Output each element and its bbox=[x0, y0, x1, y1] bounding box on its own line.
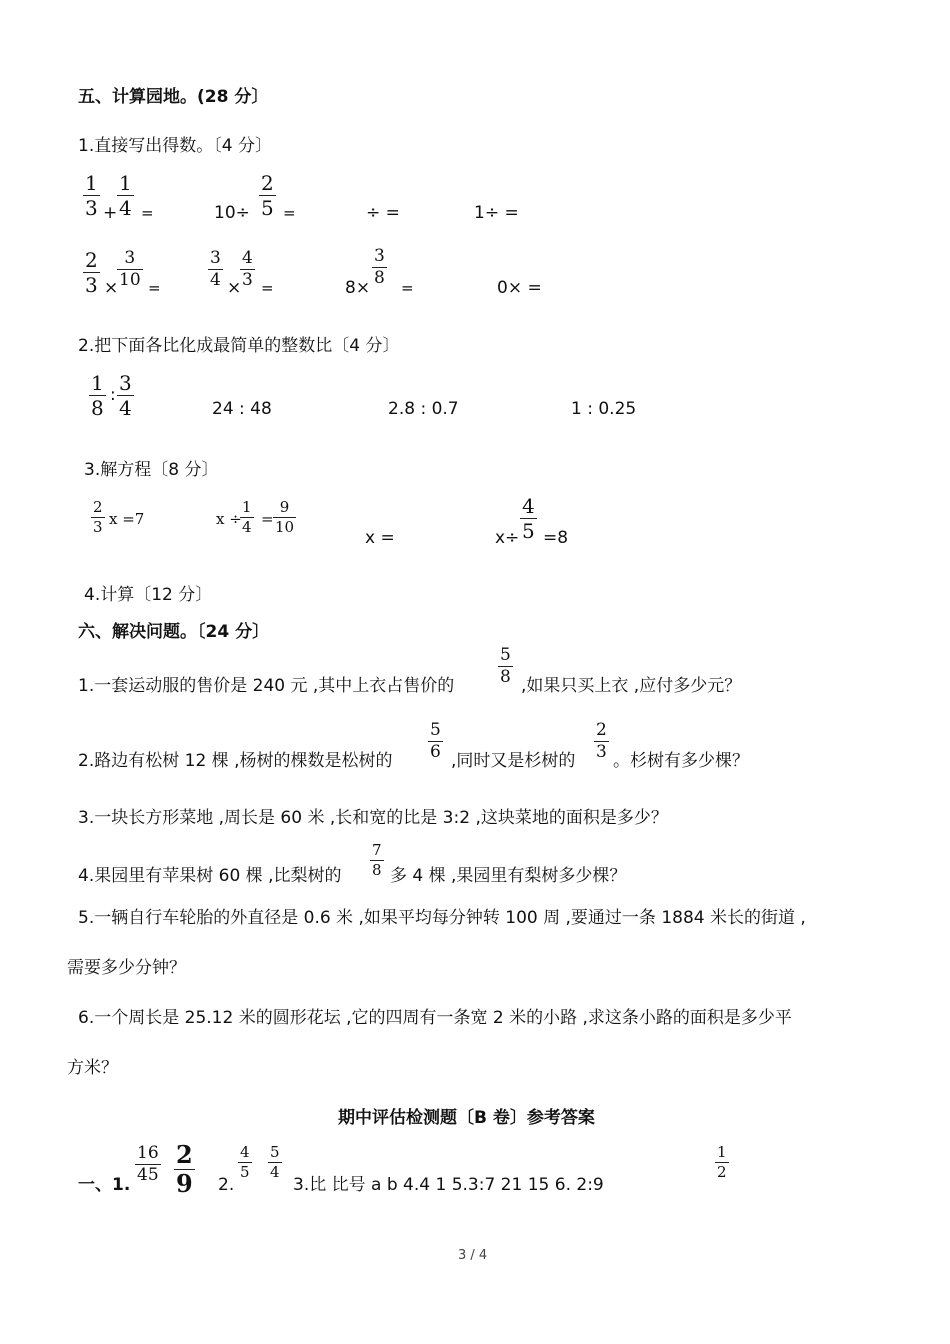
fraction: 2 3 bbox=[85, 248, 98, 297]
expr-prefix: 10÷ bbox=[214, 203, 250, 223]
answer-prefix: 一、1. bbox=[78, 1175, 131, 1195]
equals: = bbox=[148, 279, 161, 297]
fraction: 4 3 bbox=[242, 248, 253, 290]
equals: = bbox=[141, 204, 154, 222]
q3-title: 3.解方程〔8 分〕 bbox=[84, 460, 219, 480]
q4-title: 4.计算〔12 分〕 bbox=[84, 585, 213, 605]
fraction: 1 8 bbox=[91, 371, 104, 420]
problem-5-cont: 需要多少分钟？ bbox=[67, 958, 186, 978]
equation: x =7 bbox=[109, 510, 145, 528]
ratio: 1 : 0.25 bbox=[571, 399, 637, 419]
fraction: 3 4 bbox=[210, 248, 221, 290]
fraction: 1 3 bbox=[85, 171, 98, 220]
problem-6-cont: 方米？ bbox=[67, 1058, 118, 1078]
problem-1-cont: ,如果只买上衣 ,应付多少元？ bbox=[521, 676, 742, 696]
equation-suffix: =8 bbox=[543, 528, 569, 548]
fraction: 4 5 bbox=[240, 1143, 250, 1181]
operator: × bbox=[227, 278, 242, 298]
section-6-title: 六、解决问题。〔24 分〕 bbox=[78, 622, 270, 642]
problem-2-cont: ,同时又是杉树的 bbox=[451, 751, 576, 771]
expr: 1÷ = bbox=[474, 203, 519, 223]
expr: ÷ = bbox=[366, 203, 400, 223]
q1-title: 1.直接写出得数。〔4 分〕 bbox=[78, 136, 272, 156]
fraction: 2 3 bbox=[596, 720, 607, 762]
colon: : bbox=[110, 385, 116, 405]
fraction: 2 9 bbox=[176, 1140, 193, 1198]
equals: = bbox=[283, 204, 296, 222]
expr-prefix: 8× bbox=[345, 278, 371, 298]
equation-prefix: x÷ bbox=[495, 528, 520, 548]
problem-5: 5.一辆自行车轮胎的外直径是 0.6 米 ,如果平均每分钟转 100 周 ,要通过一条 1884 米长的街道 , bbox=[78, 908, 806, 928]
operator: + bbox=[103, 203, 118, 223]
fraction: 9 10 bbox=[275, 498, 295, 536]
problem-1: 1.一套运动服的售价是 240 元 ,其中上衣占售价的 bbox=[78, 676, 455, 696]
equation-prefix: x ÷ bbox=[216, 510, 242, 528]
fraction: 16 45 bbox=[137, 1143, 159, 1185]
answers-title: 期中评估检测题〔B 卷〕参考答案 bbox=[338, 1108, 595, 1128]
fraction: 3 8 bbox=[374, 246, 385, 288]
problem-2: 2.路边有松树 12 棵 ,杨树的棵数是松树的 bbox=[78, 751, 393, 771]
equals: = bbox=[401, 279, 414, 297]
fraction: 5 8 bbox=[500, 645, 511, 687]
fraction: 3 4 bbox=[119, 371, 132, 420]
problem-3: 3.一块长方形菜地 ,周长是 60 米 ,长和宽的比是 3:2 ,这块菜地的面积是多少？ bbox=[78, 808, 668, 828]
answer-text: 3.比 比号 a b 4.4 1 5.3:7 21 15 6. 2:9 bbox=[293, 1175, 604, 1195]
fraction: 1 4 bbox=[242, 498, 252, 536]
fraction: 2 5 bbox=[261, 171, 274, 220]
expr: 0× = bbox=[497, 278, 542, 298]
q2-title: 2.把下面各比化成最简单的整数比〔4 分〕 bbox=[78, 336, 400, 356]
fraction: 7 8 bbox=[372, 841, 382, 879]
fraction: 5 4 bbox=[270, 1143, 280, 1181]
operator: × bbox=[104, 278, 119, 298]
problem-4-cont: 多 4 棵 ,果园里有梨树多少棵？ bbox=[390, 866, 627, 886]
fraction: 4 5 bbox=[522, 494, 535, 543]
ratio: 2.8 : 0.7 bbox=[388, 399, 459, 419]
fraction: 1 4 bbox=[119, 171, 132, 220]
problem-4: 4.果园里有苹果树 60 棵 ,比梨树的 bbox=[78, 866, 342, 886]
ratio: 24 : 48 bbox=[212, 399, 272, 419]
fraction: 3 10 bbox=[119, 248, 141, 290]
problem-6: 6.一个周长是 25.12 米的圆形花坛 ,它的四周有一条宽 2 米的小路 ,求这条小路的面积是多少平 bbox=[78, 1008, 792, 1028]
equation: x = bbox=[365, 528, 395, 548]
answer-item: 2. bbox=[218, 1175, 235, 1195]
fraction: 5 6 bbox=[430, 720, 441, 762]
page-number: 3 / 4 bbox=[458, 1248, 488, 1263]
problem-2-end: 。杉树有多少棵？ bbox=[613, 751, 749, 771]
equals: = bbox=[261, 510, 274, 528]
fraction: 2 3 bbox=[93, 498, 103, 536]
fraction: 1 2 bbox=[717, 1143, 727, 1181]
equals: = bbox=[261, 279, 274, 297]
section-5-title: 五、计算园地。(28 分〕 bbox=[78, 87, 269, 107]
